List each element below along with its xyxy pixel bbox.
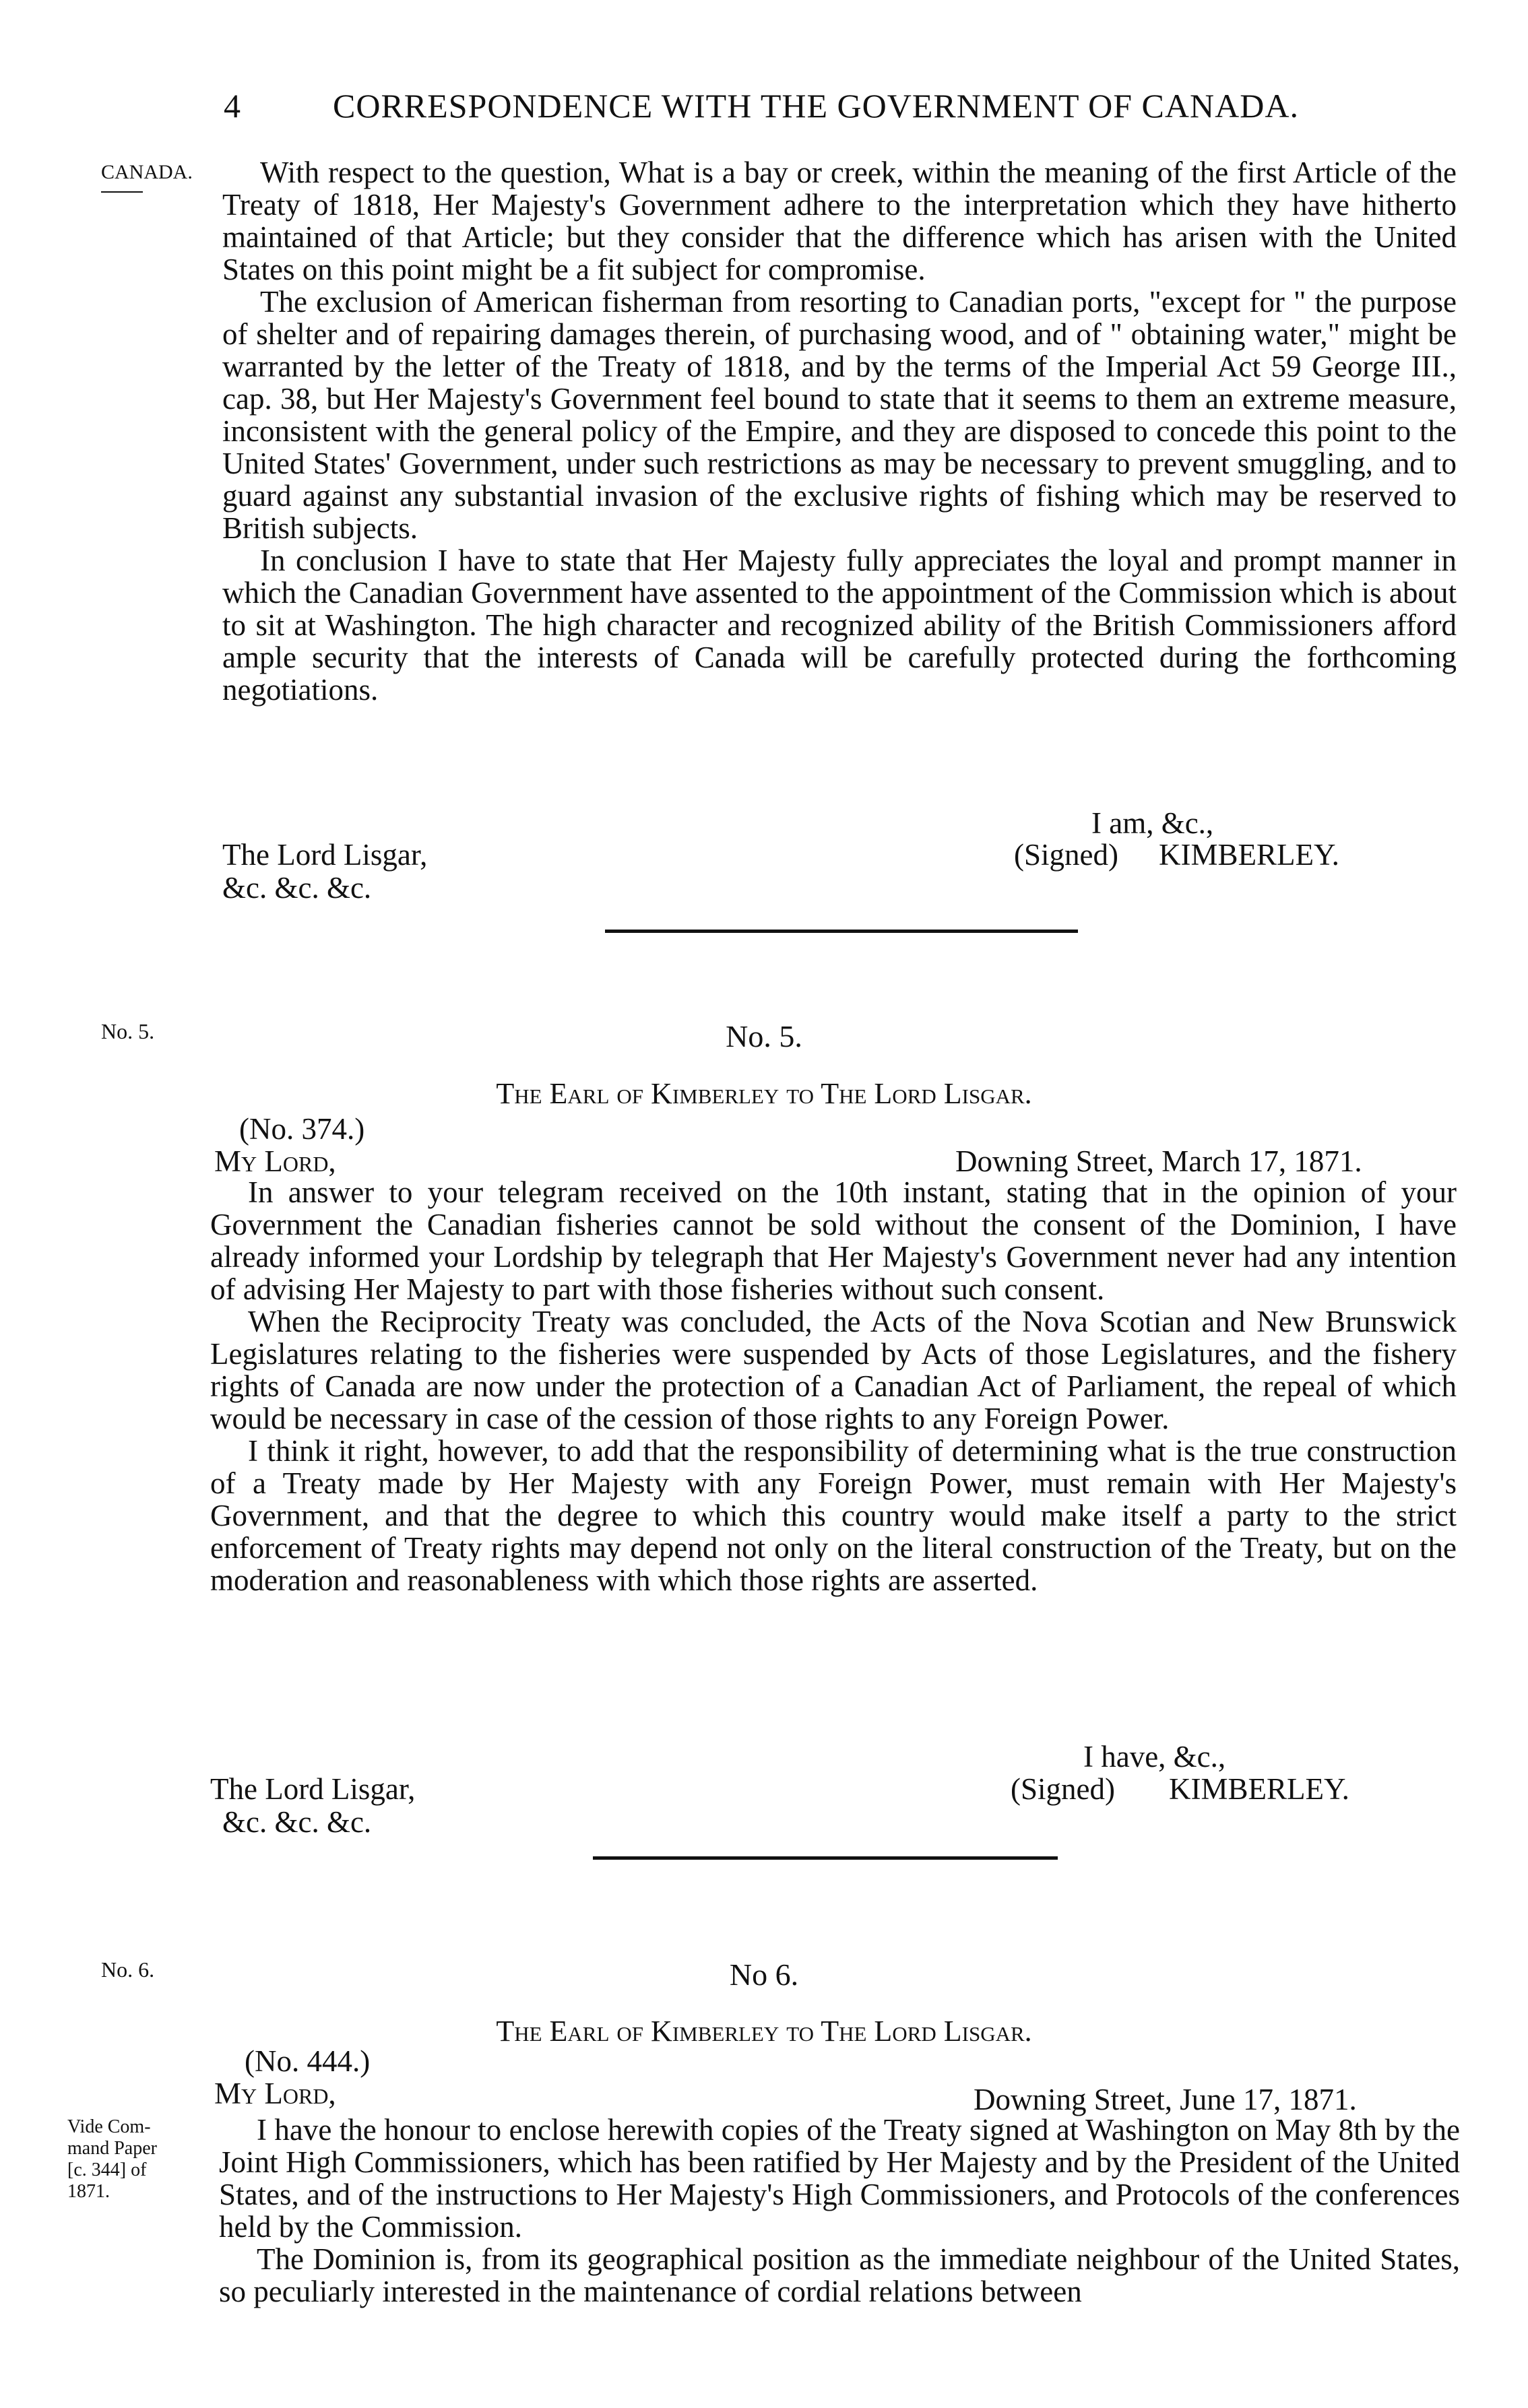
margin-note-canada: CANADA.: [101, 161, 193, 183]
doc5-heading: The Earl of Kimberley to The Lord Lisgar.: [496, 1077, 1032, 1110]
margin-note-no6: No. 6.: [101, 1957, 155, 1982]
doc5-signatory: KIMBERLEY.: [1169, 1772, 1349, 1806]
doc5-ref: (No. 374.): [239, 1112, 365, 1146]
doc4-addressee-etc: &c. &c. &c.: [222, 871, 372, 905]
paragraph: When the Reciprocity Treaty was concluded, the Acts of the Nova Scotian and New Brunswick Legislatures relating to the fisheries were suspended by Acts of those Legislatures, and the fishery rights of Canada are now under the protection of a Canadian Act of Parliament, the repeal of which would be necessary in case of the cession of those rights to any Foreign Power.: [210, 1305, 1457, 1435]
doc5-number: No. 5.: [726, 1019, 802, 1053]
doc6-ref: (No. 444.): [245, 2044, 371, 2078]
doc5-place-date: Downing Street, March 17, 1871.: [955, 1144, 1362, 1178]
section-rule: [605, 930, 1078, 933]
doc5-closing: I have, &c.,: [1083, 1740, 1226, 1774]
paragraph: I think it right, however, to add that the responsibility of determining what is the true construction of a Treaty made by Her Majesty with any Foreign Power, must remain with Her Majesty's Government, and that the degree to which this country would make itself a party to the strict enforcement of Treaty rights may depend not only on the literal construction of the Treaty, but on the moderation and reasonableness with which those rights are asserted.: [210, 1434, 1457, 1597]
paragraph: The exclusion of American fisherman from resorting to Canadian ports, "except for " the purpose of shelter and of repairing damages therein, of purchasing wood, and of " obtaining water," might be warranted by the letter of the Treaty of 1818, and by the terms of the Imperial Act 59 George III., cap. 38, but Her Majesty's Government feel bound to state that it seems to them an extreme measure, inconsistent with the general policy of the Empire, and they are disposed to concede this point to the United States' Government, under such restrictions as may be necessary to prevent smuggling, and to guard against any substantial invasion of the exclusive rights of fishing which may be reserved to British subjects.: [222, 285, 1457, 545]
page-number: 4: [224, 87, 241, 125]
paragraph: In answer to your telegram received on the 10th instant, stating that in the opinion of your Government the Canadian fisheries cannot be sold without the consent of the Dominion, I have already informed your Lordship by telegraph that Her Majesty's Government never had any intention of advising Her Majesty to part with those fisheries without such consent.: [210, 1175, 1457, 1306]
doc5-salutation: My Lord,: [214, 1144, 336, 1178]
vide-line: 1871.: [67, 2181, 110, 2202]
paragraph: The Dominion is, from its geographical position as the immediate neighbour of the United States, so peculiarly interested in the maintenance of cordial relations between: [219, 2242, 1460, 2308]
margin-note-no5: No. 5.: [101, 1019, 155, 1043]
section-rule: [593, 1856, 1058, 1860]
paragraph: I have the honour to enclose herewith copies of the Treaty signed at Washington on May 8th by the Joint High Commissioners, which has been ratified by Her Majesty and by the President of the United States, and of the instructions to Her Majesty's High Commissioners, and Protocols of the conferences held by the Commission.: [219, 2113, 1460, 2244]
doc6-number: No 6.: [729, 1957, 799, 1992]
doc5-addressee-etc: &c. &c. &c.: [222, 1805, 372, 1839]
vide-line: mand Paper: [67, 2138, 157, 2159]
doc4-signed: (Signed): [1014, 838, 1118, 872]
doc6-body: [219, 2114, 1460, 2308]
margin-rule: [101, 191, 143, 193]
doc4-addressee: The Lord Lisgar,: [222, 838, 428, 872]
doc4-signatory: KIMBERLEY.: [1159, 838, 1339, 872]
running-title: CORRESPONDENCE WITH THE GOVERNMENT OF CANADA.: [333, 87, 1299, 125]
doc5-body: [210, 1176, 1457, 1596]
paragraph: With respect to the question, What is a bay or creek, within the meaning of the first Article of the Treaty of 1818, Her Majesty's Government adhere to the interpretation which they have hitherto maintained of that Article; but they consider that the difference which has arisen with the United States on this point might be a fit subject for compromise.: [222, 156, 1457, 286]
doc6-heading: The Earl of Kimberley to The Lord Lisgar.: [496, 2015, 1032, 2048]
paragraph: In conclusion I have to state that Her Majesty fully appreciates the loyal and prompt manner in which the Canadian Government have assented to the appointment of the Commission which is about to sit at Washington. The high character and recognized ability of the British Commissioners afford ample security that the interests of Canada will be carefully protected during the forthcoming negotiations.: [222, 544, 1457, 707]
doc6-salutation: My Lord,: [214, 2077, 336, 2110]
doc4-closing: I am, &c.,: [1091, 806, 1214, 840]
vide-line: Vide Com-: [67, 2116, 151, 2137]
doc6-place-date: Downing Street, June 17, 1871.: [974, 2083, 1357, 2116]
margin-note-vide: [67, 2116, 157, 2203]
vide-line: [c. 344] of: [67, 2159, 147, 2180]
doc5-signed: (Signed): [1011, 1772, 1115, 1806]
doc5-addressee: The Lord Lisgar,: [210, 1772, 416, 1806]
doc4-body: [222, 156, 1457, 706]
